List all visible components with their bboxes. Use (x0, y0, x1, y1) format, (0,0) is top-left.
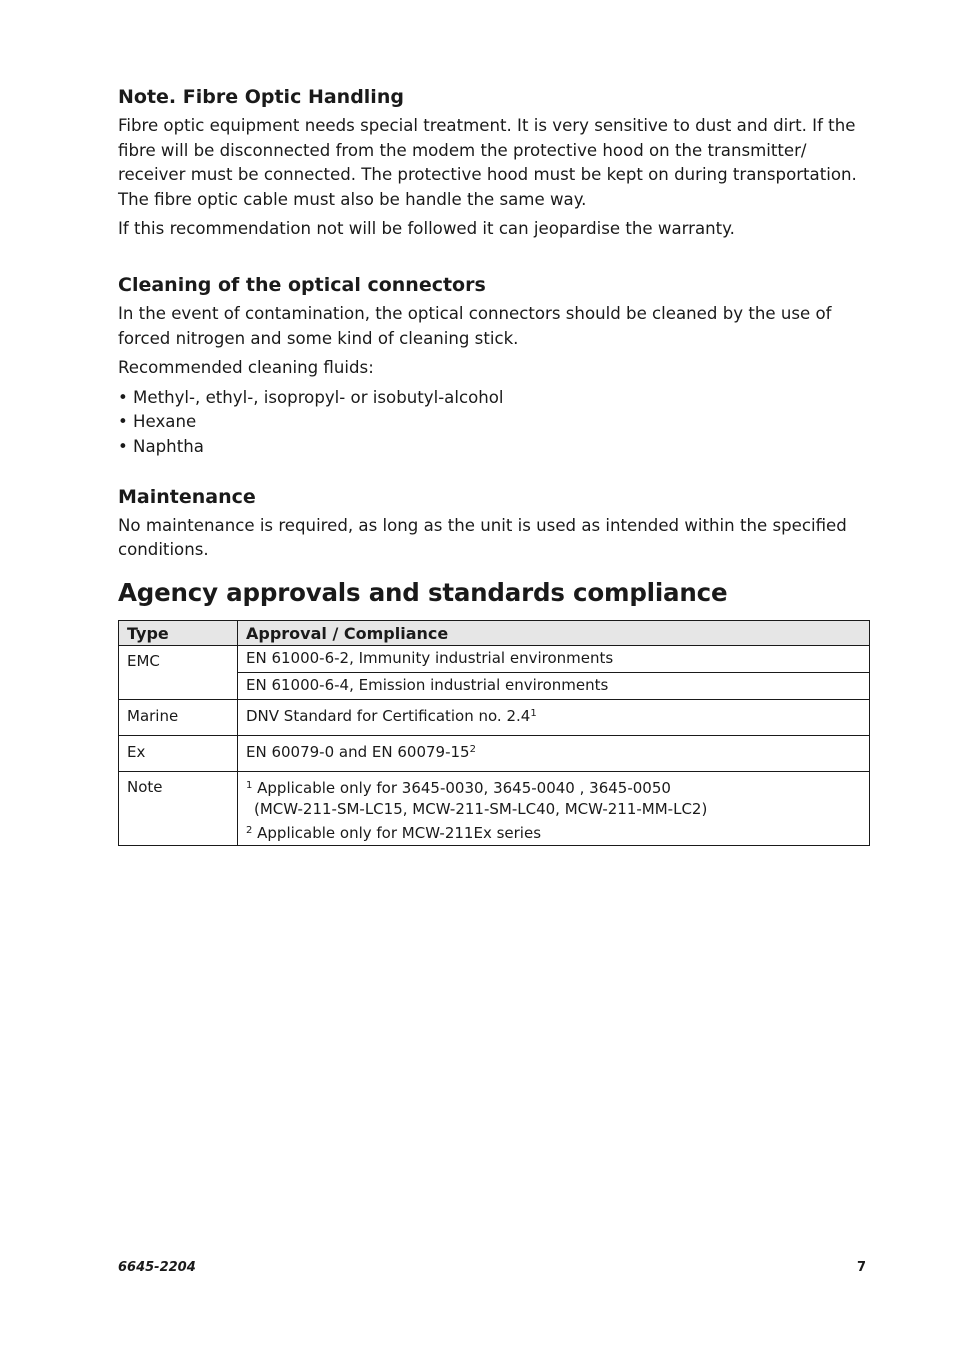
page-number: 7 (856, 1260, 866, 1275)
paragraph: No maintenance is required, as long as the unit is used as intended within the specified conditions. (118, 515, 847, 560)
page-footer (118, 1260, 866, 1275)
section-heading: Note. Fibre Optic Handling (118, 86, 404, 108)
section-cleaning-connectors (118, 272, 869, 460)
approval-cell: EN 61000-6-4, Emission industrial environments (238, 672, 870, 699)
footnote-marker: 2 (246, 824, 253, 836)
page-content (118, 84, 869, 846)
list-item: • Hexane (118, 412, 197, 432)
note-text: Applicable only for MCW-211Ex series (252, 823, 542, 842)
type-cell: Marine (119, 699, 238, 735)
paragraph: In the event of contamination, the optical connectors should be cleaned by the use of forced nitrogen and some kind of cleaning stick. (118, 303, 832, 348)
paragraph: If this recommendation not will be followed it can jeopardise the warranty. (118, 219, 735, 239)
table-header-row (119, 620, 870, 645)
agency-approvals-title: Agency approvals and standards compliance (118, 577, 728, 607)
paragraph: Fibre optic equipment needs special treatment. It is very sensitive to dust and dirt. If the fibre will be disconnected from the modem the protective hood on the transmitter/ receiver must be connected. The protective hood must be kept on during transportation. The fibre optic cable must also be handle the same way. (118, 116, 857, 209)
footnote-marker: 2 (469, 743, 476, 755)
section-fibre-optic-handling (118, 84, 869, 242)
cleaning-fluids-list (118, 386, 869, 460)
doc-number: 6645-2204 (118, 1260, 196, 1275)
table-row (119, 735, 870, 771)
approvals-table (118, 620, 870, 846)
approval-text: EN 60079-0 and EN 60079-15 (246, 742, 470, 761)
section-heading: Maintenance (118, 485, 256, 508)
approval-text: DNV Standard for Certification no. 2.4 (246, 706, 531, 725)
table-row (119, 699, 870, 735)
note-line (246, 820, 861, 844)
type-cell: Ex (119, 735, 238, 771)
type-cell: EMC (119, 645, 238, 699)
section-heading: Cleaning of the optical connectors (118, 273, 486, 296)
approval-cell (238, 699, 870, 735)
list-item: • Methyl-, ethyl-, isopropyl- or isobutyl-alcohol (118, 387, 504, 407)
table-row (119, 645, 870, 672)
footnote-marker: 1 (530, 707, 537, 719)
footnote-marker: 1 (246, 779, 253, 791)
column-header-approval: Approval / Compliance (238, 620, 870, 645)
type-cell: Note (119, 771, 238, 845)
note-line (246, 775, 861, 799)
note-line: (MCW-211-SM-LC15, MCW-211-SM-LC40, MCW-211-MM-LC2) (254, 799, 708, 818)
section-maintenance (118, 484, 869, 563)
list-item: • Naphtha (118, 436, 204, 456)
approval-cell: EN 61000-6-2, Immunity industrial environments (238, 645, 870, 672)
table-row (119, 771, 870, 845)
notes-cell (238, 771, 870, 845)
approval-cell (238, 735, 870, 771)
note-text: Applicable only for 3645-0030, 3645-0040 , 3645-0050 (252, 778, 671, 797)
column-header-type: Type (119, 620, 238, 645)
paragraph: Recommended cleaning fluids: (118, 358, 374, 378)
